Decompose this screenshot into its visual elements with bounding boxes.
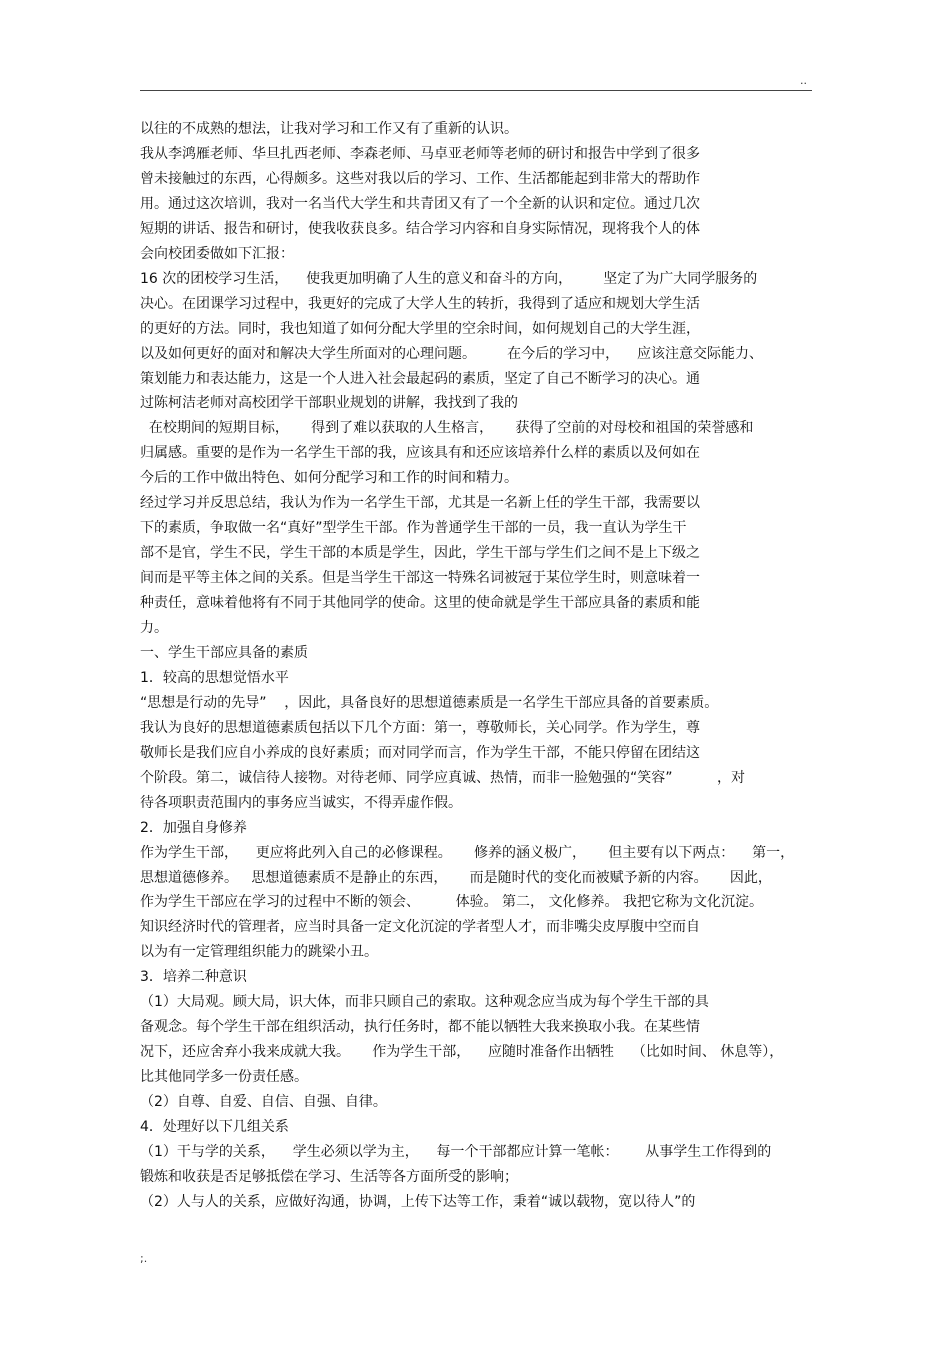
text-line: 策划能力和表达能力，这是一个人进入社会最起码的素质，坚定了自己不断学习的决心。通 bbox=[140, 370, 700, 387]
text-line: 用。通过这次培训，我对一名当代大学生和共青团又有了一个全新的认识和定位。通过几次 bbox=[140, 195, 700, 212]
text-line: 曾未接触过的东西，心得颇多。这些对我以后的学习、工作、生活都能起到非常大的帮助作 bbox=[140, 170, 700, 187]
text-line: 2．加强自身修养 bbox=[140, 819, 247, 836]
text-line: 的更好的方法。同时，我也知道了如何分配大学里的空余时间，如何规划自己的大学生涯， bbox=[140, 320, 700, 337]
text-line: 知识经济时代的管理者，应当时具备一定文化沉淀的学者型人才，而非嘴尖皮厚腹中空而自 bbox=[140, 919, 700, 936]
text-line: 部不是官，学生不民，学生干部的本质是学生，因此，学生干部与学生们之间不是上下级之 bbox=[140, 545, 700, 562]
text-line: 今后的工作中做出特色、如何分配学习和工作的时间和精力。 bbox=[140, 470, 518, 487]
text-line: 一、学生干部应具备的素质 bbox=[140, 644, 308, 661]
text-line: 1．较高的思想觉悟水平 bbox=[140, 669, 289, 686]
text-line: 间而是平等主体之间的关系。但是当学生干部这一特殊名词被冠于某位学生时，则意味着一 bbox=[140, 570, 700, 587]
text-line: 在校期间的短期目标， 得到了难以获取的人生格言， 获得了空前的对母校和祖国的荣誉感和 bbox=[140, 420, 754, 437]
text-line: （1）干与学的关系， 学生必须以学为主， 每一个干部都应计算一笔帐： 从事学生工作得到的 bbox=[140, 1143, 772, 1160]
text-line: 3．培养二种意识 bbox=[140, 969, 247, 986]
header-rule bbox=[140, 90, 812, 91]
text-line: 过陈柯洁老师对高校团学干部职业规划的讲解，我找到了我的 bbox=[140, 395, 518, 412]
text-line: （2）自尊、自爱、自信、自强、自律。 bbox=[140, 1094, 387, 1111]
text-line: 比其他同学多一份责任感。 bbox=[140, 1069, 308, 1086]
text-line: 备观念。每个学生干部在组织活动，执行任务时，都不能以牺牲大我来换取小我。在某些情 bbox=[140, 1019, 700, 1036]
text-line: 以及如何更好的面对和解决大学生所面对的心理问题。 在今后的学习中， 应该注意交际能力、 bbox=[140, 345, 763, 362]
text-line: 我认为良好的思想道德素质包括以下几个方面：第一，尊敬师长，关心同学。作为学生，尊 bbox=[140, 719, 700, 736]
text-line: 4．处理好以下几组关系 bbox=[140, 1119, 289, 1135]
text-line: 种责任，意味着他将有不同于其他同学的使命。这里的使命就是学生干部应具备的素质和能 bbox=[140, 595, 700, 612]
text-line: 作为学生干部， 更应将此列入自己的必修课程。 修养的涵义极广， 但主要有以下两点： 第一， bbox=[140, 844, 795, 861]
text-line: 下的素质，争取做一名“真好”型学生干部。作为普通学生干部的一员，我一直认为学生干 bbox=[140, 520, 687, 537]
text-line: 短期的讲话、报告和研讨，使我收获良多。结合学习内容和自身实际情况，现将我个人的体 bbox=[140, 220, 700, 237]
text-line: 况下，还应舍弃小我来成就大我。 作为学生干部， 应随时准备作出牺牲 （比如时间、 休息等）， bbox=[140, 1044, 784, 1061]
text-line: 思想道德修养。 思想道德素质不是静止的东西， 而是随时代的变化而被赋予新的内容。 因此， bbox=[140, 869, 772, 886]
footer-mark: ;. bbox=[140, 1252, 148, 1265]
text-line: 经过学习并反思总结，我认为作为一名学生干部，尤其是一名新上任的学生干部，我需要以 bbox=[140, 495, 700, 512]
header-mark: .. bbox=[800, 74, 807, 87]
text-line: 作为学生干部应在学习的过程中不断的领会、 体验。 第二， 文化修养。 我把它称为文化沉淀。 bbox=[140, 894, 763, 911]
text-line: （2）人与人的关系，应做好沟通，协调，上传下达等工作，秉着“诚以载物，宽以待人”的 bbox=[140, 1193, 696, 1210]
text-line: 决心。在团课学习过程中，我更好的完成了大学人生的转折，我得到了适应和规划大学生活 bbox=[140, 295, 700, 312]
text-line: 力。 bbox=[140, 620, 168, 636]
text-line: 16 次的团校学习生活， 使我更加明确了人生的意义和奋斗的方向， 坚定了为广大同学服务的 bbox=[140, 270, 758, 287]
text-line: 会向校团委做如下汇报： bbox=[140, 245, 294, 262]
text-line: 敬师长是我们应自小养成的良好素质；而对同学而言，作为学生干部，不能只停留在团结这 bbox=[140, 744, 700, 761]
text-line: 个阶段。第二，诚信待人接物。对待老师、同学应真诚、热情，而非一脸勉强的“笑容” ，对 bbox=[140, 769, 746, 786]
text-line: 归属感。重要的是作为一名学生干部的我，应该具有和还应该培养什么样的素质以及何如在 bbox=[140, 445, 700, 462]
text-line: 以为有一定管理组织能力的跳梁小丑。 bbox=[140, 944, 378, 961]
text-line: 锻炼和收获是否足够抵偿在学习、生活等各方面所受的影响； bbox=[140, 1168, 518, 1185]
text-line: 待各项职责范围内的事务应当诚实，不得弄虚作假。 bbox=[140, 794, 462, 811]
text-line: 我从李鸿雁老师、华旦扎西老师、李森老师、马卓亚老师等老师的研讨和报告中学到了很多 bbox=[140, 145, 700, 162]
text-line: （1）大局观。顾大局，识大体，而非只顾自己的索取。这种观念应当成为每个学生干部的具 bbox=[140, 994, 709, 1011]
text-line: “思想是行动的先导” ，因此，具备良好的思想道德素质是一名学生干部应具备的首要素质。 bbox=[140, 694, 719, 711]
text-line: 以往的不成熟的想法，让我对学习和工作又有了重新的认识。 bbox=[140, 121, 518, 137]
